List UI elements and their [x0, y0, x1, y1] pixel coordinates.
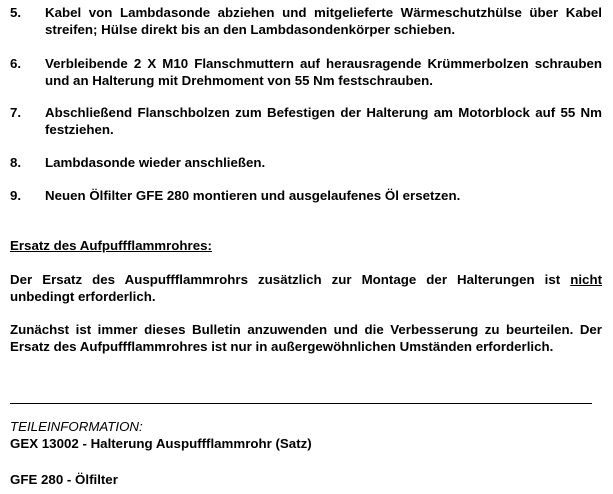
parts-info-label: TEILEINFORMATION: — [10, 419, 143, 434]
paragraph-text: unbedingt erforderlich. — [10, 289, 156, 304]
part-item: GEX 13002 - Halterung Auspuffflammrohr (Satz) — [10, 436, 312, 451]
step-number: 8. — [10, 155, 22, 170]
divider-line — [10, 403, 592, 404]
step-9 — [10, 187, 602, 204]
part-item: GFE 280 - Ölfilter — [10, 472, 118, 487]
step-text: Kabel von Lambdasonde abziehen und mitgelieferte Wärmeschutzhülse über Kabel streifen; Hülse direkt bis an den Lambdasondenkörper schieben. — [45, 5, 602, 37]
step-7 — [10, 104, 602, 138]
paragraph-text: Der Ersatz des Auspuffflammrohrs zusätzlich zur Montage der Halterungen ist — [10, 272, 571, 287]
step-number: 7. — [10, 105, 22, 120]
step-6 — [10, 55, 602, 89]
step-8 — [10, 154, 602, 171]
section-heading: Ersatz des Aufpuffflammrohres: — [10, 238, 212, 253]
step-text: Neuen Ölfilter GFE 280 montieren und ausgelaufenes Öl ersetzen. — [45, 188, 461, 203]
emphasis-nicht: nicht — [570, 272, 602, 287]
step-text: Lambdasonde wieder anschließen. — [45, 155, 266, 170]
step-text: Verbleibende 2 X M10 Flanschmuttern auf herausragende Krümmerbolzen schrauben und an Halterung mit Drehmoment von 55 Nm festschrauben. — [45, 56, 602, 88]
paragraph-bulletin-first: Zunächst ist immer dieses Bulletin anzuwenden und die Verbesserung zu beurteilen. Der Ersatz des Aufpuffflammrohres ist nur in außergewöhnlichen Umständen erforderlich. — [10, 322, 602, 354]
step-number: 5. — [10, 5, 22, 20]
step-text: Abschließend Flanschbolzen zum Befestigen der Halterung am Motorblock auf 55 Nm festziehen. — [45, 105, 602, 137]
step-number: 6. — [10, 56, 22, 71]
paragraph-replacement-optional — [10, 271, 602, 305]
step-number: 9. — [10, 188, 22, 203]
step-5 — [10, 4, 602, 38]
